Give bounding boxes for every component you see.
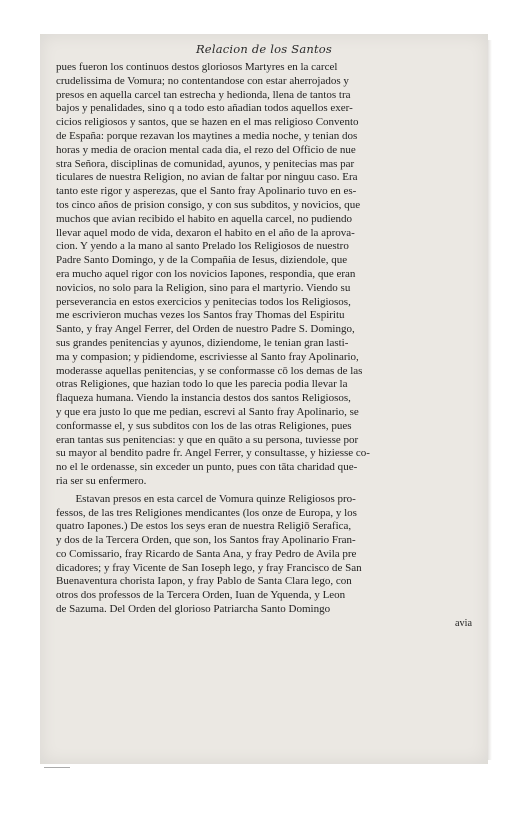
text-line: eran tantas sus penitencias: y que en quāto a su persona, tuviesse por <box>56 434 359 446</box>
text-line: y dos de la Tercera Orden, que son, los Santos fray Apolinario Fran- <box>56 535 356 547</box>
text-line: me escrivieron muchas vezes los Santos fray Thomas del Espiritu <box>56 310 345 322</box>
text-line: crudelissima de Vomura; no contentandose con estar aherrojados y <box>56 75 349 87</box>
scan-edge-mark <box>44 767 70 768</box>
text-line: de Sazuma. Del Orden del glorioso Patriarcha Santo Domingo <box>56 604 331 616</box>
text-line: dicadores; y fray Vicente de San Ioseph lego, y fray Francisco de San <box>56 562 362 574</box>
text-line: y que era justo lo que me pedian, escrevi al Santo fray Apolinario, se <box>56 406 359 418</box>
text-line: de España: porque rezavan los maytines a media noche, y tenian dos <box>56 130 358 142</box>
text-line: cicios religiosos y santos, que se hazen en el mas religioso Convento <box>56 117 359 129</box>
text-line: era mucho aquel rigor con los novicios Iapones, respondia, que eran <box>56 268 356 280</box>
text-line: su mayor al bendito padre fr. Angel Ferrer, y consultasse, y hiziesse co- <box>56 448 370 460</box>
text-line: ma y compasion; y pidiendome, escriviesse al Santo fray Apolinario, <box>56 351 359 363</box>
text-line: moderasse aquellas penitencias, y se conformasse cō los demas de las <box>56 365 363 377</box>
text-line: pues fueron los continuos destos gloriosos Martyres en la carcel <box>56 62 338 73</box>
text-line: stra Señora, disciplinas de comunidad, ayunos, y penitecias mas par <box>56 158 355 170</box>
book-page <box>40 34 488 764</box>
paragraph-2 <box>56 493 476 617</box>
text-line: ticulares de nuestra Religion, no avian de faltar por ninguu caso. Era <box>56 172 358 184</box>
paragraph-1 <box>56 61 476 489</box>
text-line: otras Religiones, que hazian todo lo que les parecia podia llevar la <box>56 379 348 391</box>
text-line: presos en aquella carcel tan estrecha y hedionda, llena de tantos tra <box>56 89 351 101</box>
text-line: Santo, y fray Angel Ferrer, del Orden de nuestro Padre S. Domingo, <box>56 324 355 336</box>
text-line: no el le ordenasse, sin exceder un punto, pues con tāta charidad que- <box>56 462 358 474</box>
body-text <box>56 61 476 631</box>
text-line: ria ser su enfermero. <box>56 475 147 487</box>
text-line: sus grandes penitencias y ayunos, diziendome, le tenian gran lasti- <box>56 337 349 349</box>
text-line: perseverancia en estos exercicios y penitecias todos los Religiosos, <box>56 296 351 308</box>
text-line: Padre Santo Domingo, y de la Compañia de Iesus, diziendole, que <box>56 255 348 267</box>
text-line: conformasse el, y sus subditos con los de las otras Religiones, pues <box>56 420 352 432</box>
text-line: otros dos professos de la Tercera Orden, Iuan de Yquenda, y Leon <box>56 590 346 602</box>
text-line: llevar aquel modo de vida, dexaron el habito en el año de la aprova- <box>56 227 355 239</box>
text-line: co Comissario, fray Ricardo de Santa Ana, y fray Pedro de Avila pre <box>56 548 357 560</box>
text-line: tanto este rigor y asperezas, que el Santo fray Apolinario tuvo en es- <box>56 186 357 198</box>
text-line: bajos y penalidades, sino q a todo esto añadian todos aquellos exer- <box>56 103 353 115</box>
text-line: flaqueza humana. Viendo la instancia destos dos santos Religiosos, <box>56 393 351 405</box>
text-line: Buenaventura chorista Iapon, y fray Pablo de Santa Clara lego, con <box>56 576 352 588</box>
text-line: tos cinco años de prision consigo, y con sus subditos, y novicios, que <box>56 199 361 211</box>
text-line: quatro Iapones.) De estos los seys eran de nuestra Religiō Serafica, <box>56 521 352 533</box>
text-line: muchos que avian recibido el habito en aquella carcel, no pudiendo <box>56 213 353 225</box>
text-line: horas y media de oracion mental cada dia, el rezo del Officio de nue <box>56 144 356 156</box>
running-head: Relacion de los Santos <box>195 42 333 56</box>
text-line: fessos, de las tres Religiones mendicantes (los onze de Europa, y los <box>56 507 357 519</box>
text-line: novicios, no solo para la Religion, sino para el martyrio. Viendo su <box>56 282 351 294</box>
text-line: cion. Y yendo a la mano al santo Prelado los Religiosos de nuestro <box>56 241 349 253</box>
catchword: avia <box>455 617 472 629</box>
text-line: Estavan presos en esta carcel de Vomura quinze Religiosos pro- <box>75 493 356 505</box>
